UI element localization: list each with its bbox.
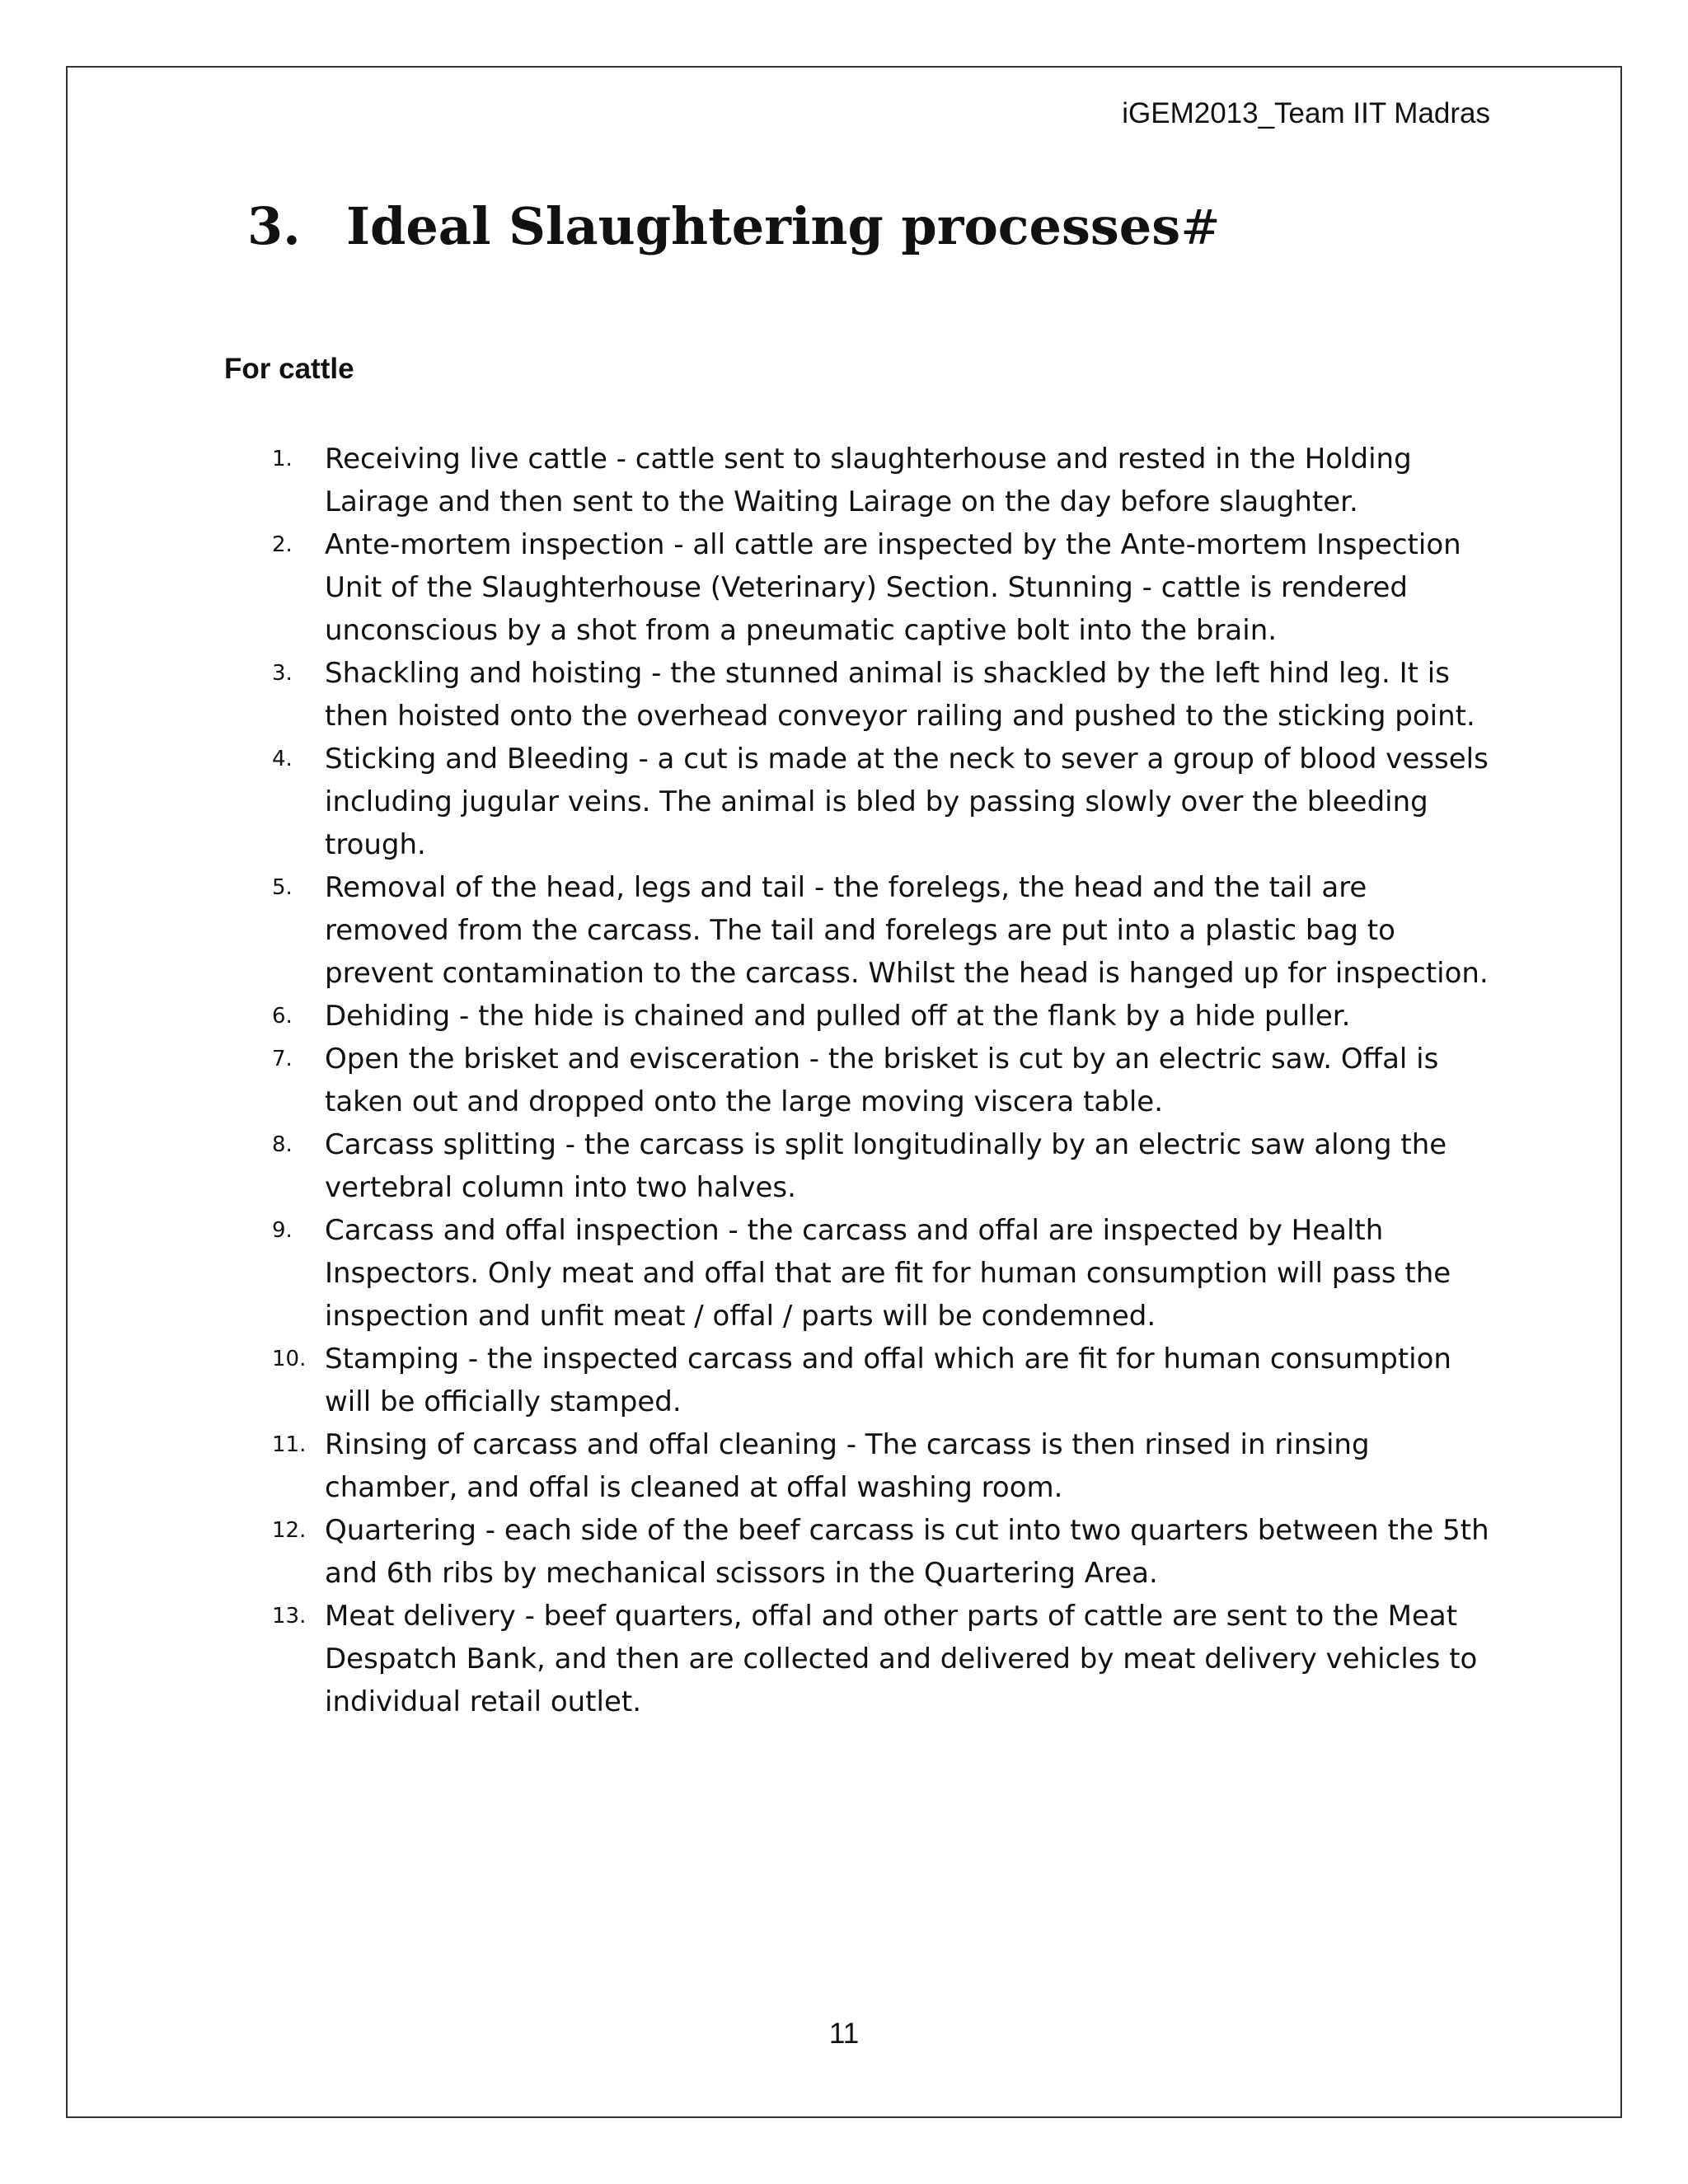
section-title: Ideal Slaughtering processes	[346, 196, 1181, 256]
list-item	[272, 652, 1492, 738]
list-item	[272, 1338, 1492, 1423]
list-item	[272, 1509, 1492, 1595]
step-number: 5.	[272, 875, 293, 900]
step-text: Sticking and Bleeding - a cut is made at the neck to sever a group of blood vessels including jugular veins. The animal is bled by passing slowly over the bleeding trough.	[325, 743, 1489, 861]
step-number: 7.	[272, 1047, 293, 1071]
step-text: Stamping - the inspected carcass and offal which are fit for human consumption will be officially stamped.	[325, 1343, 1451, 1418]
step-number: 9.	[272, 1218, 293, 1243]
step-number: 1.	[272, 447, 293, 471]
step-number: 13.	[272, 1604, 307, 1629]
step-text: Shackling and hoisting - the stunned animal is shackled by the left hind leg. It is then hoisted onto the overhead conveyor railing and pushed to the sticking point.	[325, 657, 1475, 733]
step-number: 12.	[272, 1518, 307, 1543]
step-text: Carcass splitting - the carcass is split longitudinally by an electric saw along the vertebral column into two halves.	[325, 1128, 1447, 1204]
section-title-mark: #	[1180, 199, 1221, 255]
section-heading	[247, 196, 1221, 256]
step-number: 4.	[272, 747, 293, 771]
list-item	[272, 738, 1492, 866]
subsection-heading: For cattle	[224, 353, 354, 385]
list-item	[272, 438, 1492, 523]
section-number: 3.	[247, 196, 301, 256]
step-number: 11.	[272, 1432, 307, 1457]
step-number: 6.	[272, 1004, 293, 1029]
step-text: Quartering - each side of the beef carcass is cut into two quarters between the 5th and 6th ribs by mechanical scissors in the Quartering Area.	[325, 1514, 1489, 1590]
list-item	[272, 1209, 1492, 1338]
step-number: 10.	[272, 1347, 307, 1371]
step-number: 2.	[272, 532, 293, 557]
list-item	[272, 1595, 1492, 1723]
list-item	[272, 523, 1492, 652]
step-text: Dehiding - the hide is chained and pulled off at the flank by a hide puller.	[325, 1000, 1351, 1033]
step-text: Ante-mortem inspection - all cattle are inspected by the Ante-mortem Inspection Unit of the Slaughterhouse (Veterinary) Section. Stunning - cattle is rendered unconscious by a shot from a pneumatic captive bolt into the brain.	[325, 528, 1461, 647]
page-number: 11	[828, 2018, 860, 2050]
list-item	[272, 1038, 1492, 1123]
step-number: 8.	[272, 1132, 293, 1157]
step-text: Rinsing of carcass and offal cleaning - The carcass is then rinsed in rinsing chamber, and offal is cleaned at offal washing room.	[325, 1428, 1370, 1504]
step-text: Meat delivery - beef quarters, offal and other parts of cattle are sent to the Meat Despatch Bank, and then are collected and delivered by meat delivery vehicles to individual retail outlet.	[325, 1600, 1478, 1718]
list-item	[272, 995, 1492, 1038]
step-text: Removal of the head, legs and tail - the forelegs, the head and the tail are removed from the carcass. The tail and forelegs are put into a plastic bag to prevent contamination to the carcass. Whilst the head is hanged up for inspection.	[325, 871, 1489, 990]
step-text: Open the brisket and evisceration - the brisket is cut by an electric saw. Offal is taken out and dropped onto the large moving viscera table.	[325, 1043, 1439, 1118]
step-text: Carcass and offal inspection - the carcass and offal are inspected by Health Inspectors. Only meat and offal that are fit for human consumption will pass the inspection and unfit meat / offal / parts will be condemned.	[325, 1214, 1451, 1333]
list-item	[272, 1423, 1492, 1509]
list-item	[272, 866, 1492, 995]
list-item	[272, 1123, 1492, 1209]
process-step-list	[272, 438, 1492, 1723]
step-text: Receiving live cattle - cattle sent to slaughterhouse and rested in the Holding Lairage and then sent to the Waiting Lairage on the day before slaughter.	[325, 443, 1412, 518]
running-header: iGEM2013_Team IIT Madras	[1122, 97, 1490, 129]
step-number: 3.	[272, 661, 293, 686]
